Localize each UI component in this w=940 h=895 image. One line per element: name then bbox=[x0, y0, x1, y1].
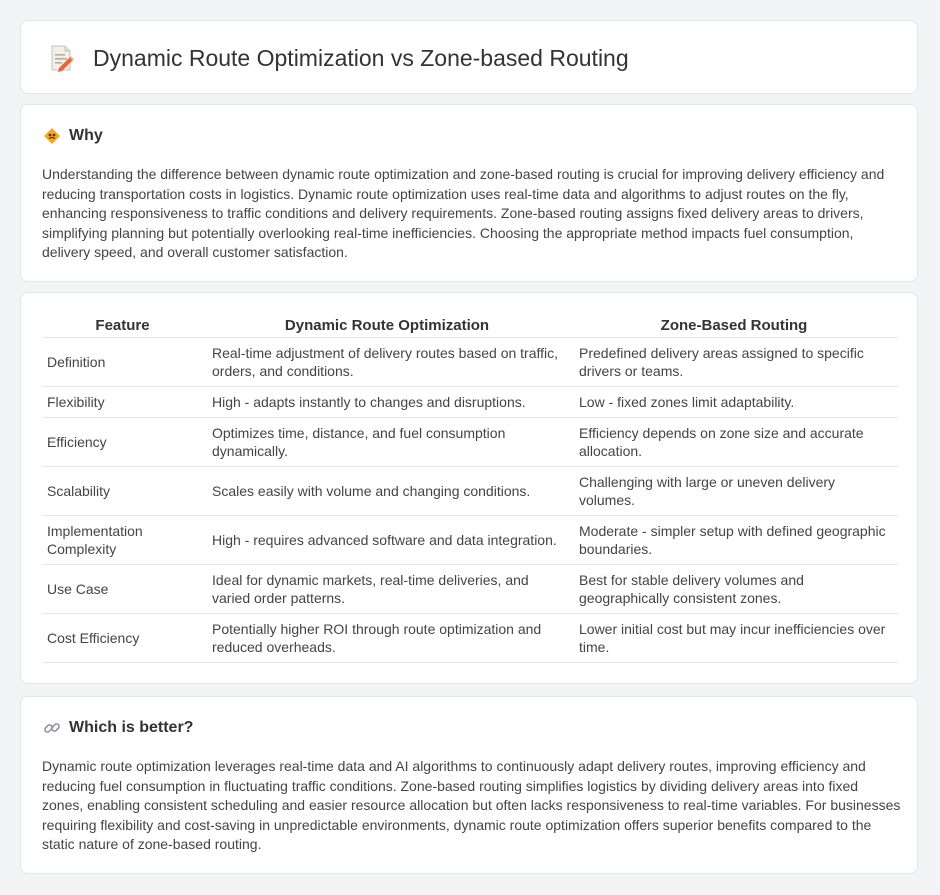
table-row bbox=[42, 338, 898, 387]
dynamic-cell: Real-time adjustment of delivery routes based on traffic, orders, and conditions. bbox=[204, 338, 570, 387]
document-pencil-icon bbox=[47, 44, 75, 72]
feature-cell: Use Case bbox=[42, 565, 204, 614]
table-row bbox=[42, 418, 898, 467]
zone-cell: Lower initial cost but may incur inefficiencies over time. bbox=[570, 614, 898, 663]
which-better-section bbox=[20, 696, 918, 874]
feature-cell: Flexibility bbox=[42, 387, 204, 418]
feature-cell: Definition bbox=[42, 338, 204, 387]
dynamic-cell: Optimizes time, distance, and fuel consumption dynamically. bbox=[204, 418, 570, 467]
why-title: Why bbox=[69, 127, 103, 144]
zone-cell: Moderate - simpler setup with defined geographic boundaries. bbox=[570, 516, 898, 565]
better-text: Dynamic route optimization leverages real-time data and AI algorithms to continuously adapt delivery routes, improving efficiency and reducing fuel consumption in fluctuating traffic conditions. Zone-based routing simplifies logistics by dividing delivery areas into fixed zones, enabling consistent scheduling and easier resource allocation but often lacks responsiveness to real-time variables. For businesses requiring flexibility and cost-saving in unpredictable environments, dynamic route optimization offers superior benefits compared to the static nature of zone-based routing. bbox=[42, 758, 901, 853]
dynamic-cell: Ideal for dynamic markets, real-time deliveries, and varied order patterns. bbox=[204, 565, 570, 614]
feature-cell: Efficiency bbox=[42, 418, 204, 467]
dynamic-cell: Potentially higher ROI through route optimization and reduced overheads. bbox=[204, 614, 570, 663]
table-row bbox=[42, 387, 898, 418]
warning-sign-icon bbox=[43, 127, 61, 145]
header-dynamic: Dynamic Route Optimization bbox=[204, 315, 570, 338]
better-title: Which is better? bbox=[69, 719, 194, 736]
zone-cell: Best for stable delivery volumes and geographically consistent zones. bbox=[570, 565, 898, 614]
comparison-section bbox=[20, 292, 918, 684]
table-row bbox=[42, 565, 898, 614]
better-header bbox=[43, 719, 193, 737]
title-card bbox=[20, 20, 918, 94]
dynamic-cell: Scales easily with volume and changing conditions. bbox=[204, 467, 570, 516]
why-section bbox=[20, 104, 918, 282]
table-row bbox=[42, 516, 898, 565]
zone-cell: Low - fixed zones limit adaptability. bbox=[570, 387, 898, 418]
comparison-table bbox=[42, 315, 898, 663]
table-header-row bbox=[42, 315, 898, 338]
page-title: Dynamic Route Optimization vs Zone-based Routing bbox=[93, 45, 629, 71]
title-row bbox=[47, 43, 629, 73]
table-row bbox=[42, 467, 898, 516]
feature-cell: Scalability bbox=[42, 467, 204, 516]
feature-cell: Implementation Complexity bbox=[42, 516, 204, 565]
table-row bbox=[42, 614, 898, 663]
dynamic-cell: High - adapts instantly to changes and disruptions. bbox=[204, 387, 570, 418]
why-text: Understanding the difference between dynamic route optimization and zone-based routing is crucial for improving delivery efficiency and reducing transportation costs in logistics. Dynamic route optimization uses real-time data and algorithms to adjust routes on the fly, enhancing responsiveness to traffic conditions and delivery requirements. Zone-based routing assigns fixed delivery areas to drivers, simplifying planning but potentially overlooking real-time inefficiencies. Choosing the appropriate method impacts fuel consumption, delivery speed, and overall customer satisfaction. bbox=[42, 166, 885, 261]
header-feature: Feature bbox=[42, 315, 204, 338]
zone-cell: Efficiency depends on zone size and accurate allocation. bbox=[570, 418, 898, 467]
feature-cell: Cost Efficiency bbox=[42, 614, 204, 663]
link-icon bbox=[43, 719, 61, 737]
zone-cell: Challenging with large or uneven delivery volumes. bbox=[570, 467, 898, 516]
zone-cell: Predefined delivery areas assigned to specific drivers or teams. bbox=[570, 338, 898, 387]
header-zone: Zone-Based Routing bbox=[570, 315, 898, 338]
why-header bbox=[43, 127, 103, 145]
dynamic-cell: High - requires advanced software and data integration. bbox=[204, 516, 570, 565]
